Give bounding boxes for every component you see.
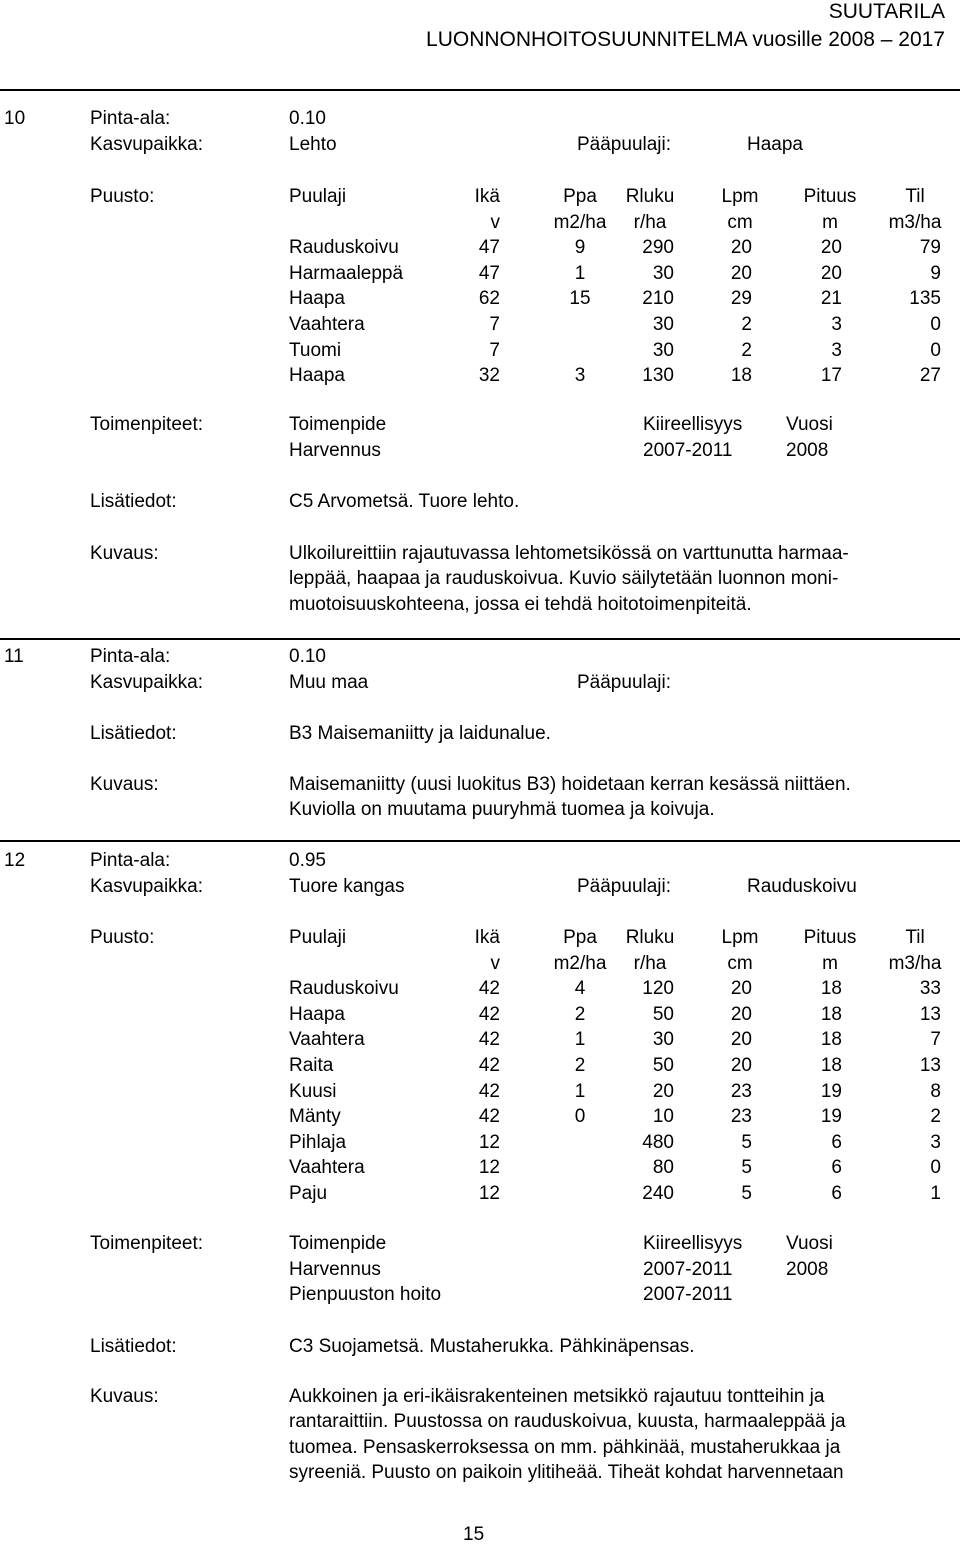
- site-value: Lehto: [289, 134, 337, 155]
- tree-value: 23: [730, 1106, 752, 1128]
- measures-label: Toimenpiteet:: [90, 1233, 204, 1254]
- area-value: 0.10: [289, 108, 326, 129]
- column-header: r/ha: [633, 952, 667, 974]
- tree-value: 12: [478, 1183, 500, 1204]
- tree-value: 13: [919, 1055, 941, 1076]
- tree-value: 18: [820, 978, 842, 1000]
- info-label: Lisätiedot:: [90, 1336, 177, 1357]
- tree-value: 20: [730, 1003, 752, 1025]
- tree-value: 210: [642, 288, 674, 310]
- tree-value: 42: [478, 1106, 500, 1128]
- column-header: Vuosi: [786, 414, 833, 435]
- tree-value: 2: [574, 1003, 586, 1025]
- section-divider: [0, 840, 960, 842]
- tree-value: 290: [642, 237, 674, 259]
- site-value: Muu maa: [289, 672, 369, 693]
- tree-value: 32: [478, 365, 500, 387]
- column-header: Pituus: [803, 927, 857, 948]
- tree-value: 30: [652, 262, 674, 284]
- column-header: Ppa: [563, 927, 597, 948]
- description-line: Maisemaniitty (uusi luokitus B3) hoidetaan kerran kesässä niittäen.: [289, 774, 851, 795]
- tree-value: 50: [652, 1055, 674, 1076]
- tree-value: 7: [489, 339, 500, 361]
- main-species-label: Pääpuulaji:: [577, 876, 672, 897]
- tree-value: 2: [574, 1055, 586, 1076]
- column-header: Toimenpide: [289, 1233, 387, 1254]
- column-header: Ikä: [474, 186, 500, 207]
- section-divider: [0, 638, 960, 640]
- measure-value: 2007-2011: [643, 1258, 733, 1280]
- description-line: Kuviolla on muutama puuryhmä tuomea ja koivuja.: [289, 799, 715, 820]
- tree-value: 30: [652, 339, 674, 361]
- tree-species: Paju: [289, 1183, 328, 1204]
- column-header: Puulaji: [289, 927, 347, 948]
- tree-value: 6: [831, 1183, 842, 1204]
- tree-value: 0: [930, 339, 941, 361]
- tree-value: 15: [569, 288, 591, 310]
- stand-label: Puusto:: [90, 927, 155, 948]
- measure-value: 2007-2011: [643, 439, 733, 461]
- column-header: m: [822, 952, 838, 974]
- main-species-label: Pääpuulaji:: [577, 672, 672, 693]
- area-value: 0.95: [289, 850, 326, 871]
- info-label: Lisätiedot:: [90, 491, 177, 512]
- measure-name: Pienpuuston hoito: [289, 1284, 442, 1306]
- tree-value: 18: [820, 1003, 842, 1025]
- column-header: Vuosi: [786, 1233, 833, 1254]
- tree-value: 2: [741, 314, 752, 335]
- tree-value: 6: [831, 1131, 842, 1153]
- tree-species: Vaahtera: [289, 1157, 365, 1179]
- tree-value: 18: [730, 365, 752, 387]
- measures-label: Toimenpiteet:: [90, 414, 204, 435]
- column-header: cm: [727, 211, 753, 233]
- column-header: Ikä: [474, 927, 500, 948]
- column-header: m3/ha: [888, 952, 942, 974]
- column-header: m: [822, 211, 838, 233]
- tree-value: 6: [831, 1157, 842, 1179]
- tree-value: 2: [741, 339, 752, 361]
- tree-species: Vaahtera: [289, 1029, 365, 1051]
- tree-value: 9: [574, 237, 586, 259]
- tree-value: 5: [741, 1131, 752, 1153]
- column-header: m3/ha: [888, 211, 942, 233]
- tree-value: 19: [820, 1106, 842, 1128]
- column-header: Kiireellisyys: [643, 1233, 743, 1254]
- column-header: Kiireellisyys: [643, 414, 743, 435]
- tree-value: 3: [831, 314, 842, 335]
- tree-value: 42: [478, 1029, 500, 1051]
- tree-value: 7: [489, 314, 500, 335]
- tree-value: 240: [642, 1183, 674, 1204]
- tree-value: 47: [478, 237, 500, 259]
- tree-value: 135: [909, 288, 941, 310]
- tree-value: 42: [478, 1055, 500, 1076]
- column-header: m2/ha: [553, 211, 607, 233]
- info-text: B3 Maisemaniitty ja laidunalue.: [289, 723, 551, 744]
- tree-value: 17: [820, 365, 842, 387]
- column-header: Pituus: [803, 186, 857, 207]
- section-number: 10: [4, 108, 26, 129]
- column-header: cm: [727, 952, 753, 974]
- tree-species: Vaahtera: [289, 314, 365, 335]
- description-line: Ulkoilureittiin rajautuvassa lehtometsikössä on varttunutta harmaa-: [289, 543, 849, 564]
- description-line: leppää, haapaa ja rauduskoivua. Kuvio säilytetään luonnon moni-: [289, 568, 839, 589]
- tree-value: 5: [741, 1157, 752, 1179]
- tree-value: 20: [730, 978, 752, 1000]
- tree-value: 18: [820, 1055, 842, 1076]
- tree-value: 21: [820, 288, 842, 310]
- site-label: Kasvupaikka:: [90, 134, 204, 155]
- area-label: Pinta-ala:: [90, 108, 171, 129]
- measure-value: 2008: [786, 439, 829, 461]
- description-label: Kuvaus:: [90, 1386, 159, 1407]
- description-line: tuomea. Pensaskerroksessa on mm. pähkinää, mustaherukkaa ja: [289, 1437, 841, 1458]
- column-header: Til: [905, 186, 925, 207]
- tree-value: 42: [478, 978, 500, 1000]
- info-text: C5 Arvometsä. Tuore lehto.: [289, 491, 520, 512]
- company-name: SUUTARILA: [828, 0, 945, 23]
- description-line: syreeniä. Puusto on paikoin ylitiheää. Tiheät kohdat harvennetaan: [289, 1462, 844, 1483]
- page-number: 15: [463, 1524, 485, 1545]
- tree-species: Raita: [289, 1055, 334, 1076]
- column-header: Rluku: [625, 186, 675, 207]
- column-header: m2/ha: [553, 952, 607, 974]
- tree-species: Kuusi: [289, 1080, 337, 1102]
- tree-value: 3: [831, 339, 842, 361]
- column-header: Rluku: [625, 927, 675, 948]
- site-label: Kasvupaikka:: [90, 672, 204, 693]
- site-label: Kasvupaikka:: [90, 876, 204, 897]
- tree-value: 130: [642, 365, 674, 387]
- column-header: Puulaji: [289, 186, 347, 207]
- tree-species: Tuomi: [289, 339, 342, 361]
- main-species-value: Haapa: [747, 134, 803, 155]
- tree-value: 1: [574, 1029, 586, 1051]
- tree-value: 42: [478, 1003, 500, 1025]
- tree-species: Rauduskoivu: [289, 237, 399, 259]
- tree-value: 20: [652, 1080, 674, 1102]
- tree-value: 1: [574, 262, 586, 284]
- measure-value: 2007-2011: [643, 1284, 733, 1306]
- tree-value: 3: [574, 365, 586, 387]
- tree-value: 12: [478, 1131, 500, 1153]
- area-label: Pinta-ala:: [90, 850, 171, 871]
- column-header: v: [490, 211, 500, 233]
- tree-value: 20: [820, 237, 842, 259]
- info-label: Lisätiedot:: [90, 723, 177, 744]
- section-number: 12: [4, 850, 26, 871]
- tree-value: 10: [652, 1106, 674, 1128]
- tree-value: 20: [730, 1029, 752, 1051]
- tree-value: 27: [919, 365, 941, 387]
- site-value: Tuore kangas: [289, 876, 405, 897]
- tree-value: 20: [730, 262, 752, 284]
- tree-value: 30: [652, 1029, 674, 1051]
- header-divider: [0, 89, 960, 91]
- area-label: Pinta-ala:: [90, 646, 171, 667]
- measure-name: Harvennus: [289, 439, 381, 461]
- description-line: Aukkoinen ja eri-ikäisrakenteinen metsikkö rajautuu tontteihin ja: [289, 1386, 825, 1407]
- column-header: Lpm: [721, 927, 759, 948]
- tree-value: 80: [652, 1157, 674, 1179]
- main-species-label: Pääpuulaji:: [577, 134, 672, 155]
- description-label: Kuvaus:: [90, 774, 159, 795]
- measure-value: 2008: [786, 1258, 829, 1280]
- tree-value: 33: [919, 978, 941, 1000]
- tree-value: 0: [930, 1157, 941, 1179]
- tree-species: Haapa: [289, 1003, 345, 1025]
- description-label: Kuvaus:: [90, 543, 159, 564]
- tree-value: 9: [930, 262, 941, 284]
- tree-species: Pihlaja: [289, 1131, 347, 1153]
- tree-value: 62: [478, 288, 500, 310]
- tree-species: Harmaaleppä: [289, 262, 404, 284]
- tree-value: 8: [930, 1080, 941, 1102]
- tree-species: Haapa: [289, 288, 345, 310]
- column-header: Til: [905, 927, 925, 948]
- tree-value: 7: [930, 1029, 941, 1051]
- tree-value: 47: [478, 262, 500, 284]
- document-title: LUONNONHOITOSUUNNITELMA vuosille 2008 – 2017: [426, 28, 945, 51]
- tree-value: 29: [730, 288, 752, 310]
- tree-value: 480: [642, 1131, 674, 1153]
- stand-label: Puusto:: [90, 186, 155, 207]
- tree-value: 12: [478, 1157, 500, 1179]
- tree-value: 20: [730, 1055, 752, 1076]
- tree-value: 30: [652, 314, 674, 335]
- tree-value: 1: [930, 1183, 941, 1204]
- description-line: muotoisuuskohteena, jossa ei tehdä hoitotoimenpiteitä.: [289, 594, 752, 615]
- tree-species: Mänty: [289, 1106, 341, 1128]
- tree-species: Rauduskoivu: [289, 978, 399, 1000]
- tree-value: 50: [652, 1003, 674, 1025]
- column-header: v: [490, 952, 500, 974]
- tree-value: 2: [930, 1106, 941, 1128]
- tree-species: Haapa: [289, 365, 345, 387]
- tree-value: 4: [574, 978, 586, 1000]
- tree-value: 19: [820, 1080, 842, 1102]
- tree-value: 18: [820, 1029, 842, 1051]
- section-number: 11: [4, 646, 24, 667]
- tree-value: 42: [478, 1080, 500, 1102]
- area-value: 0.10: [289, 646, 326, 667]
- tree-value: 120: [642, 978, 674, 1000]
- tree-value: 1: [574, 1080, 586, 1102]
- tree-value: 23: [730, 1080, 752, 1102]
- tree-value: 13: [919, 1003, 941, 1025]
- tree-value: 0: [574, 1106, 586, 1128]
- tree-value: 3: [930, 1131, 941, 1153]
- column-header: Lpm: [721, 186, 759, 207]
- description-line: rantaraittiin. Puustossa on rauduskoivua, kuusta, harmaaleppää ja: [289, 1411, 846, 1432]
- column-header: Toimenpide: [289, 414, 387, 435]
- measure-name: Harvennus: [289, 1258, 381, 1280]
- column-header: r/ha: [633, 211, 667, 233]
- tree-value: 20: [730, 237, 752, 259]
- column-header: Ppa: [563, 186, 597, 207]
- tree-value: 5: [741, 1183, 752, 1204]
- main-species-value: Rauduskoivu: [747, 876, 857, 897]
- tree-value: 79: [919, 237, 941, 259]
- tree-value: 0: [930, 314, 941, 335]
- tree-value: 20: [820, 262, 842, 284]
- info-text: C3 Suojametsä. Mustaherukka. Pähkinäpensas.: [289, 1336, 695, 1357]
